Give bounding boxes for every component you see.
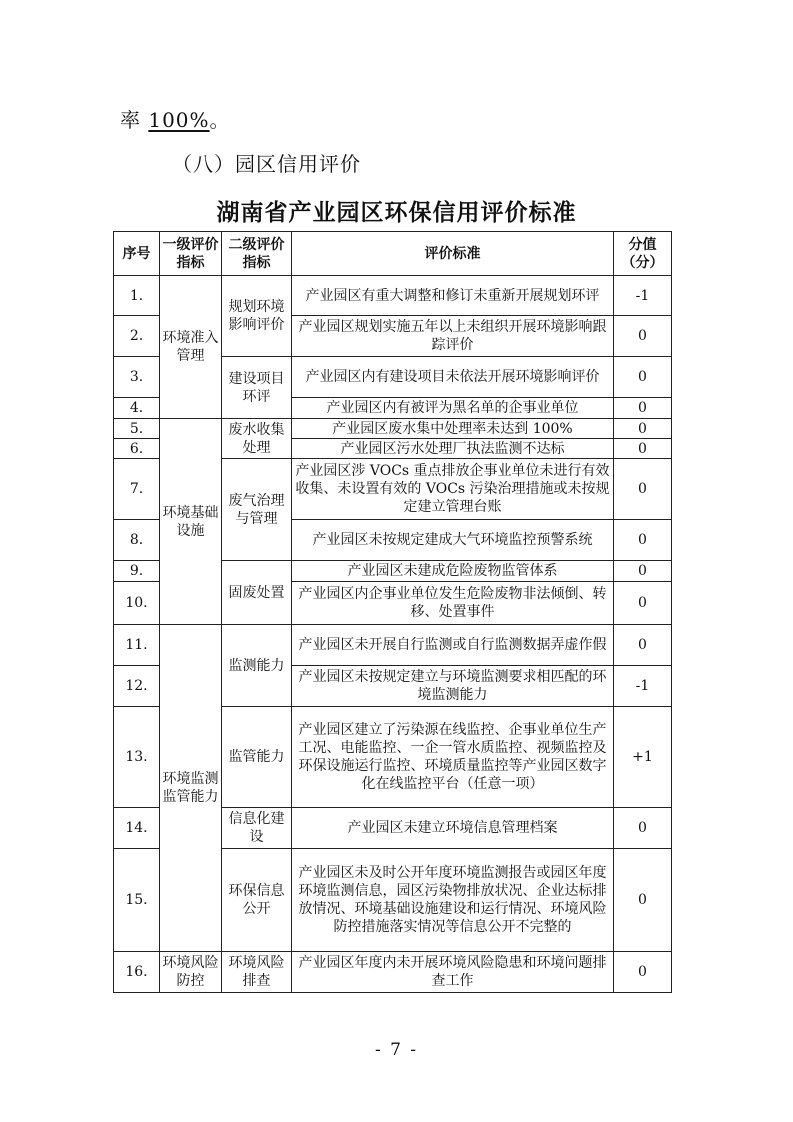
level2-supervision-ability: 监管能力: [222, 707, 292, 808]
row-number: 7.: [114, 459, 160, 520]
row-number: 3.: [114, 357, 160, 398]
row-number: 2.: [114, 316, 160, 357]
criteria-cell: 产业园区未及时公开年度环境监测报告或园区年度环境监测信息，园区污染物排放状况、企业达标排放情况、环境基础设施建设和运行情况、环境风险防控措施落实情况等信息公开不完整的: [292, 849, 614, 952]
level2-waste-gas: 废气治理与管理: [222, 459, 292, 561]
score-cell: 0: [614, 582, 672, 625]
row-number: 5.: [114, 419, 160, 439]
criteria-cell: 产业园区有重大调整和修订未重新开展规划环评: [292, 276, 614, 316]
criteria-cell: 产业园区内有被评为黑名单的企事业单位: [292, 398, 614, 419]
score-cell: -1: [614, 276, 672, 316]
score-cell: 0: [614, 419, 672, 439]
level1-monitoring: 环境监测监管能力: [160, 625, 222, 952]
row-number: 8.: [114, 520, 160, 561]
score-cell: 0: [614, 952, 672, 993]
criteria-cell: 产业园区未按规定建成大气环境监控预警系统: [292, 520, 614, 561]
criteria-cell: 产业园区涉 VOCs 重点排放企事业单位未进行有效收集、未设置有效的 VOCs 污染治理措施或未按规定建立管理台账: [292, 459, 614, 520]
criteria-cell: 产业园区污水处理厂执法监测不达标: [292, 439, 614, 459]
criteria-cell: 产业园区未按规定建立与环境监测要求相匹配的环境监测能力: [292, 666, 614, 707]
level2-informatization: 信息化建设: [222, 808, 292, 849]
score-cell: 0: [614, 561, 672, 582]
criteria-cell: 产业园区未建成危险废物监管体系: [292, 561, 614, 582]
score-cell: 0: [614, 849, 672, 952]
table-row: [114, 625, 672, 666]
criteria-cell: 产业园区年度内未开展环境风险隐患和环境问题排查工作: [292, 952, 614, 993]
score-cell: 0: [614, 439, 672, 459]
row-number: 10.: [114, 582, 160, 625]
score-cell: 0: [614, 459, 672, 520]
row-number: 11.: [114, 625, 160, 666]
underlined-percentage: 100%: [148, 108, 210, 132]
criteria-cell: 产业园区建立了污染源在线监控、企事业单位生产工况、电能监控、一企一管水质监控、视频监控及环保设施运行监控、环境质量监控等产业园区数字化在线监控平台（任意一项）: [292, 707, 614, 808]
criteria-cell: 产业园区内企事业单位发生危险废物非法倾倒、转移、处置事件: [292, 582, 614, 625]
table-title: 湖南省产业园区环保信用评价标准: [216, 199, 577, 226]
level2-project-eia: 建设项目环评: [222, 357, 292, 419]
score-cell: 0: [614, 357, 672, 398]
criteria-cell: 产业园区内有建设项目未依法开展环境影响评价: [292, 357, 614, 398]
level2-disclosure: 环保信息公开: [222, 849, 292, 952]
score-cell: 0: [614, 625, 672, 666]
section-heading: （八）园区信用评价: [172, 152, 361, 176]
page-number: - 7 -: [374, 1040, 419, 1060]
row-number: 12.: [114, 666, 160, 707]
evaluation-standard-table: [113, 231, 672, 993]
criteria-cell: 产业园区废水集中处理率未达到 100%: [292, 419, 614, 439]
row-number: 14.: [114, 808, 160, 849]
row-number: 15.: [114, 849, 160, 952]
line-prefix: 率: [120, 108, 149, 132]
table-row: [114, 276, 672, 316]
table-row: [114, 419, 672, 439]
score-cell: +1: [614, 707, 672, 808]
level1-risk: 环境风险防控: [160, 952, 222, 993]
row-number: 1.: [114, 276, 160, 316]
row-number: 16.: [114, 952, 160, 993]
score-cell: 0: [614, 316, 672, 357]
table-header-row: [114, 232, 672, 276]
header-level1: 一级评价指标: [160, 232, 222, 276]
level2-solid-waste: 固废处置: [222, 561, 292, 625]
line-suffix: 。: [209, 108, 231, 132]
row-number: 6.: [114, 439, 160, 459]
criteria-cell: 产业园区规划实施五年以上未组织开展环境影响跟踪评价: [292, 316, 614, 357]
score-cell: 0: [614, 398, 672, 419]
level1-env-access: 环境准入管理: [160, 276, 222, 419]
header-level2: 二级评价指标: [222, 232, 292, 276]
level2-wastewater: 废水收集处理: [222, 419, 292, 459]
row-number: 4.: [114, 398, 160, 419]
header-criteria: 评价标准: [292, 232, 614, 276]
criteria-cell: 产业园区未开展自行监测或自行监测数据弄虚作假: [292, 625, 614, 666]
level2-risk-check: 环境风险排查: [222, 952, 292, 993]
score-cell: -1: [614, 666, 672, 707]
header-score: 分值（分）: [614, 232, 672, 276]
level2-monitoring-ability: 监测能力: [222, 625, 292, 707]
table-row: [114, 952, 672, 993]
criteria-cell: 产业园区未建立环境信息管理档案: [292, 808, 614, 849]
row-number: 13.: [114, 707, 160, 808]
level2-planning-eia: 规划环境影响评价: [222, 276, 292, 357]
continued-text-line: [120, 104, 231, 133]
score-cell: 0: [614, 520, 672, 561]
header-seq: 序号: [114, 232, 160, 276]
row-number: 9.: [114, 561, 160, 582]
score-cell: 0: [614, 808, 672, 849]
level1-infrastructure: 环境基础设施: [160, 419, 222, 625]
